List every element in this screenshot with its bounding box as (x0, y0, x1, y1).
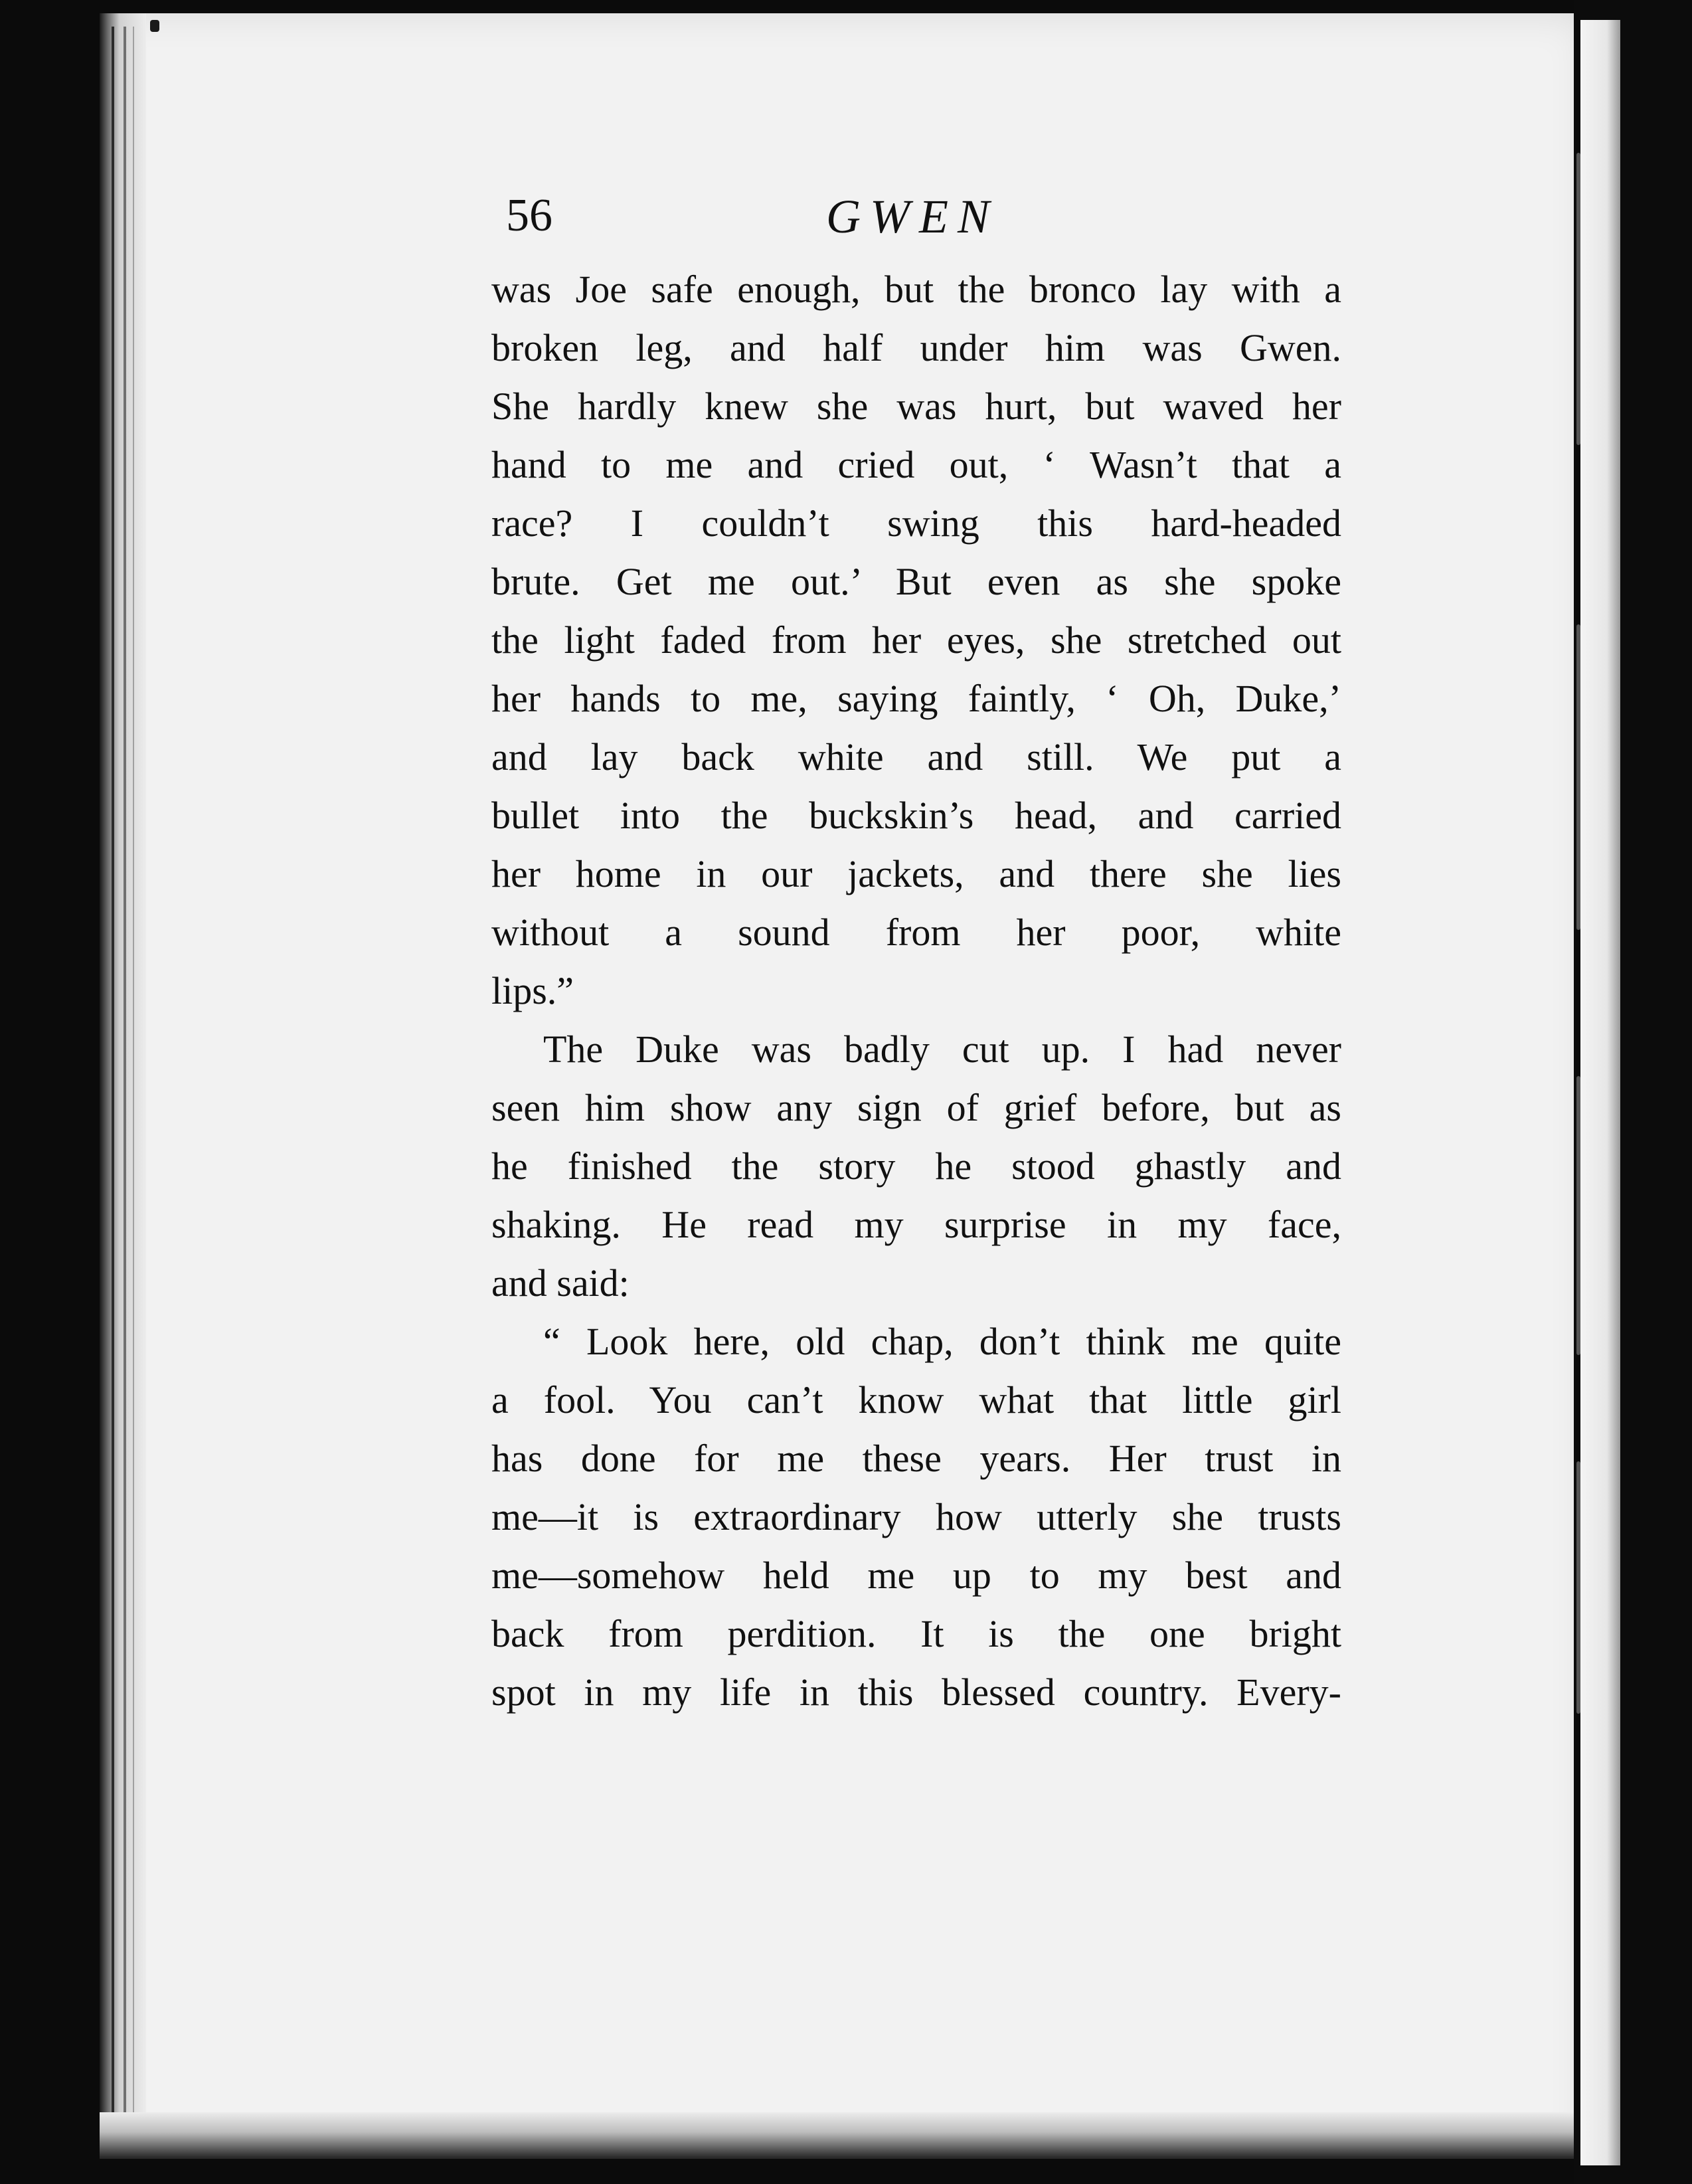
scan-speck (150, 20, 159, 32)
paragraph (491, 260, 1341, 1020)
body-text (491, 260, 1341, 1722)
text-line: and lay back white and still. We put a (491, 735, 1341, 778)
paragraph (491, 1313, 1341, 1722)
text-line: without a sound from her poor, white (491, 911, 1341, 954)
gutter-mark (1576, 624, 1580, 930)
running-header (506, 183, 1329, 262)
text-line: broken leg, and half under him was Gwen. (491, 326, 1341, 369)
text-line: lips.” (491, 969, 574, 1012)
binding-line (133, 27, 134, 2119)
text-line: and said: (491, 1261, 630, 1305)
page-bottom-edge (100, 2112, 1587, 2159)
text-line: was Joe safe enough, but the bronco lay with a (491, 268, 1341, 311)
text-line: me—somehow held me up to my best and (491, 1554, 1341, 1597)
text-line: a fool. You can’t know what that little girl (491, 1378, 1341, 1421)
text-line: shaking. He read my surprise in my face, (491, 1203, 1341, 1246)
binding-line (124, 27, 126, 2119)
text-line: bullet into the buckskin’s head, and carried (491, 794, 1341, 837)
gutter-mark (1576, 1076, 1580, 1355)
running-title: GWEN (826, 190, 999, 243)
text-line: me—it is extraordinary how utterly she trusts (491, 1495, 1341, 1538)
gutter-mark (1576, 153, 1580, 445)
text-line: back from perdition. It is the one bright (491, 1612, 1341, 1655)
text-line: The Duke was badly cut up. I had never (543, 1028, 1341, 1071)
text-line: he finished the story he stood ghastly and (491, 1144, 1341, 1188)
text-line: the light faded from her eyes, she stretched out (491, 618, 1341, 662)
page-number: 56 (506, 190, 552, 241)
text-line: “ Look here, old chap, don’t think me quite (543, 1320, 1341, 1363)
text-line: hand to me and cried out, ‘ Wasn’t that a (491, 443, 1341, 486)
binding-line (112, 27, 114, 2119)
text-line: has done for me these years. Her trust in (491, 1437, 1341, 1480)
facing-page-edge (1580, 20, 1620, 2165)
text-line: race? I couldn’t swing this hard-headed (491, 501, 1341, 545)
page-binding-edge (100, 13, 146, 2159)
text-line: her hands to me, saying faintly, ‘ Oh, Duke,’ (491, 677, 1341, 720)
text-line: her home in our jackets, and there she lies (491, 852, 1341, 895)
paragraph (491, 1020, 1341, 1313)
text-line: spot in my life in this blessed country. Every- (491, 1671, 1341, 1714)
text-line: seen him show any sign of grief before, but as (491, 1086, 1341, 1129)
gutter-mark (1576, 1461, 1580, 1714)
text-line: She hardly knew she was hurt, but waved her (491, 385, 1341, 428)
text-line: brute. Get me out.’ But even as she spoke (491, 560, 1341, 603)
